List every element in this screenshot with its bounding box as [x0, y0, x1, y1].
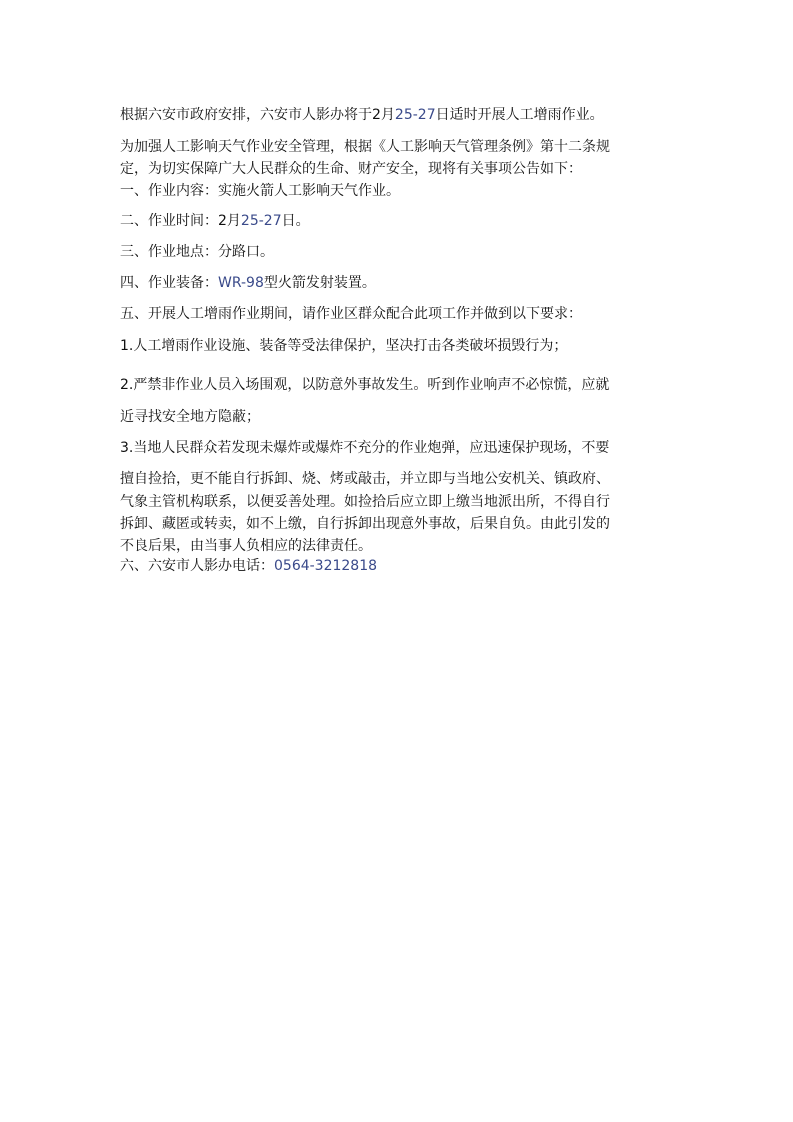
- item-content: 一、作业内容：实施火箭人工影响天气作业。: [120, 183, 400, 199]
- item-equipment: [120, 272, 680, 294]
- item-time-label: 二、作业时间：: [120, 213, 218, 229]
- item-time-end: 日。: [281, 213, 310, 229]
- requirement-3-line-4: 拆卸、藏匿或转卖，如不上缴，自行拆卸出现意外事故，后果自负。由此引发的: [120, 516, 610, 532]
- phone-number: 0564-3212818: [274, 558, 378, 574]
- requirement-3-line-1: 3.当地人民群众若发现未爆炸或爆炸不充分的作业炮弹，应迅速保护现场，不要: [120, 440, 610, 456]
- intro-line: [120, 104, 680, 126]
- intro-text-e: 日适时开展人工增雨作业。: [435, 107, 604, 123]
- item-time-month-number: 2: [218, 213, 227, 229]
- item-location: 三、作业地点：分路口。: [120, 244, 274, 260]
- item-time-days: 25-27: [240, 213, 282, 229]
- purpose-line-1: 为加强人工影响天气作业安全管理，根据《人工影响天气管理条例》第十二条规: [120, 139, 610, 155]
- requirement-3-line-3: 气象主管机构联系，以便妥善处理。如捡拾后应立即上缴当地派出所，不得自行: [120, 494, 610, 510]
- intro-days: 25-27: [394, 107, 436, 123]
- purpose-line-2: 定，为切实保障广大人民群众的生命、财产安全，现将有关事项公告如下：: [120, 161, 582, 177]
- item-equipment-rest: 型火箭发射装置。: [263, 275, 376, 291]
- item-equipment-label: 四、作业装备：: [120, 275, 218, 291]
- item-time: [120, 210, 680, 232]
- item-phone-label: 六、六安市人影办电话：: [120, 558, 274, 574]
- requirement-2-line-1: 2.严禁非作业人员入场围观，以防意外事故发生。听到作业响声不必惊慌，应就: [120, 377, 610, 393]
- intro-text-a: 根据六安市政府安排，六安市人影办将于: [120, 107, 372, 123]
- intro-month-number: 2: [372, 107, 381, 123]
- requirement-1: 1.人工增雨作业设施、装备等受法律保护，坚决打击各类破坏损毁行为；: [120, 338, 568, 354]
- requirement-3-line-5: 不良后果，由当事人负相应的法律责任。: [120, 538, 372, 554]
- intro-month: 月: [380, 107, 395, 123]
- item-phone: [120, 555, 680, 577]
- item-time-month: 月: [226, 213, 241, 229]
- requirement-2-line-2: 近寻找安全地方隐蔽；: [120, 409, 260, 425]
- item-requirements: 五、开展人工增雨作业期间，请作业区群众配合此项工作并做到以下要求：: [120, 306, 582, 322]
- item-equipment-model: WR-98: [218, 275, 264, 291]
- requirement-3-line-2: 擅自捡拾，更不能自行拆卸、烧、烤或敲击，并立即与当地公安机关、镇政府、: [120, 471, 610, 487]
